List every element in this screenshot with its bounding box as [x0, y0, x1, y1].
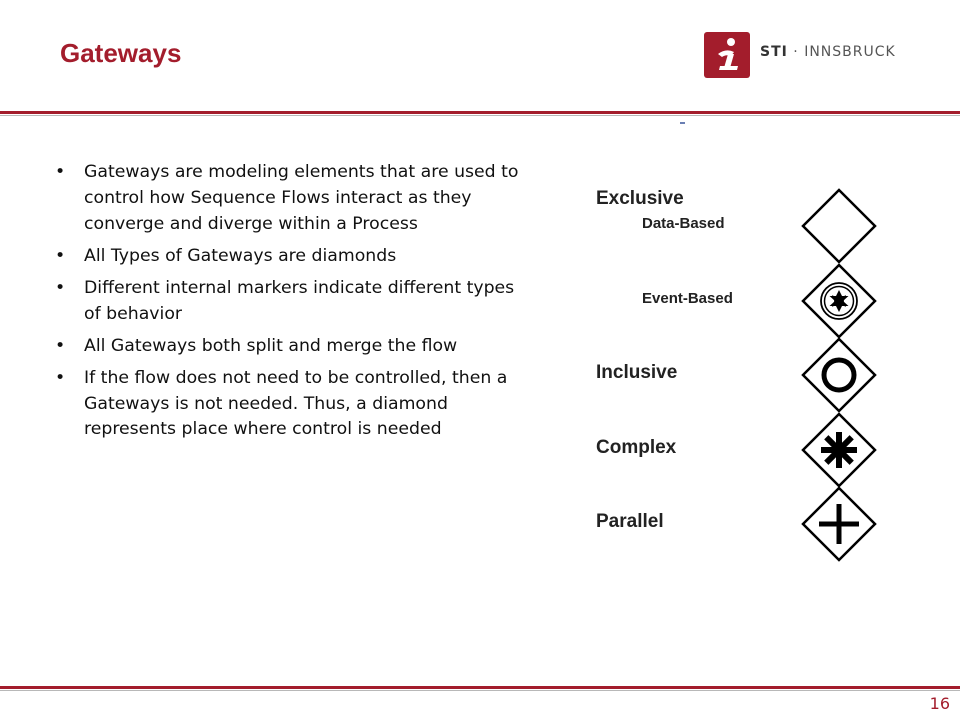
slide-title: Gateways	[60, 38, 182, 68]
diamond-star-circle-icon	[801, 263, 877, 339]
header-rule-shadow	[0, 115, 960, 116]
footer-rule-shadow	[0, 690, 960, 691]
page-number: 16	[929, 694, 950, 713]
figure-mark	[680, 122, 685, 124]
diamond-asterisk-icon	[801, 412, 877, 488]
gateway-types-figure	[592, 120, 892, 570]
label-inclusive: Inclusive	[596, 362, 678, 383]
bullet-text: If the flow does not need to be controlled, then a Gateways is not needed. Thus, a diamond represents place where control is needed	[84, 367, 508, 440]
logo-wordmark	[760, 44, 896, 60]
bullet-text: All Gateways both split and merge the flow	[84, 335, 458, 356]
label-parallel: Parallel	[596, 511, 664, 532]
bullet-item	[55, 366, 530, 444]
diamond-plus-icon	[801, 486, 877, 562]
bullet-item	[55, 160, 530, 238]
bullet-text: Gateways are modeling elements that are used to control how Sequence Flows interact as they converge and diverge within a Process	[84, 162, 519, 234]
bullet-dot: •	[55, 335, 66, 356]
header-rule	[0, 111, 960, 114]
bullet-dot: •	[55, 245, 66, 266]
bullet-list	[55, 160, 530, 449]
diamond-circle-icon	[801, 337, 877, 413]
bullet-dot: •	[55, 162, 66, 182]
bullet-text: All Types of Gateways are diamonds	[84, 245, 397, 266]
label-event-based: Event-Based	[642, 290, 733, 307]
footer-rule	[0, 686, 960, 689]
logo-figure-icon	[704, 32, 750, 78]
logo-city: INNSBRUCK	[804, 44, 896, 60]
bullet-item	[55, 276, 530, 328]
bullet-item	[55, 244, 530, 270]
bullet-dot: •	[55, 277, 66, 298]
label-data-based: Data-Based	[642, 215, 725, 232]
logo-separator: ·	[787, 44, 805, 60]
sti-innsbruck-logo	[704, 32, 894, 78]
bullet-text: Different internal markers indicate different types of behavior	[84, 277, 515, 324]
diamond-empty-icon	[801, 188, 877, 264]
label-exclusive: Exclusive	[596, 188, 684, 209]
bullet-dot: •	[55, 367, 66, 388]
bullet-item	[55, 334, 530, 360]
logo-brand: STI	[760, 44, 788, 60]
label-complex: Complex	[596, 437, 677, 458]
